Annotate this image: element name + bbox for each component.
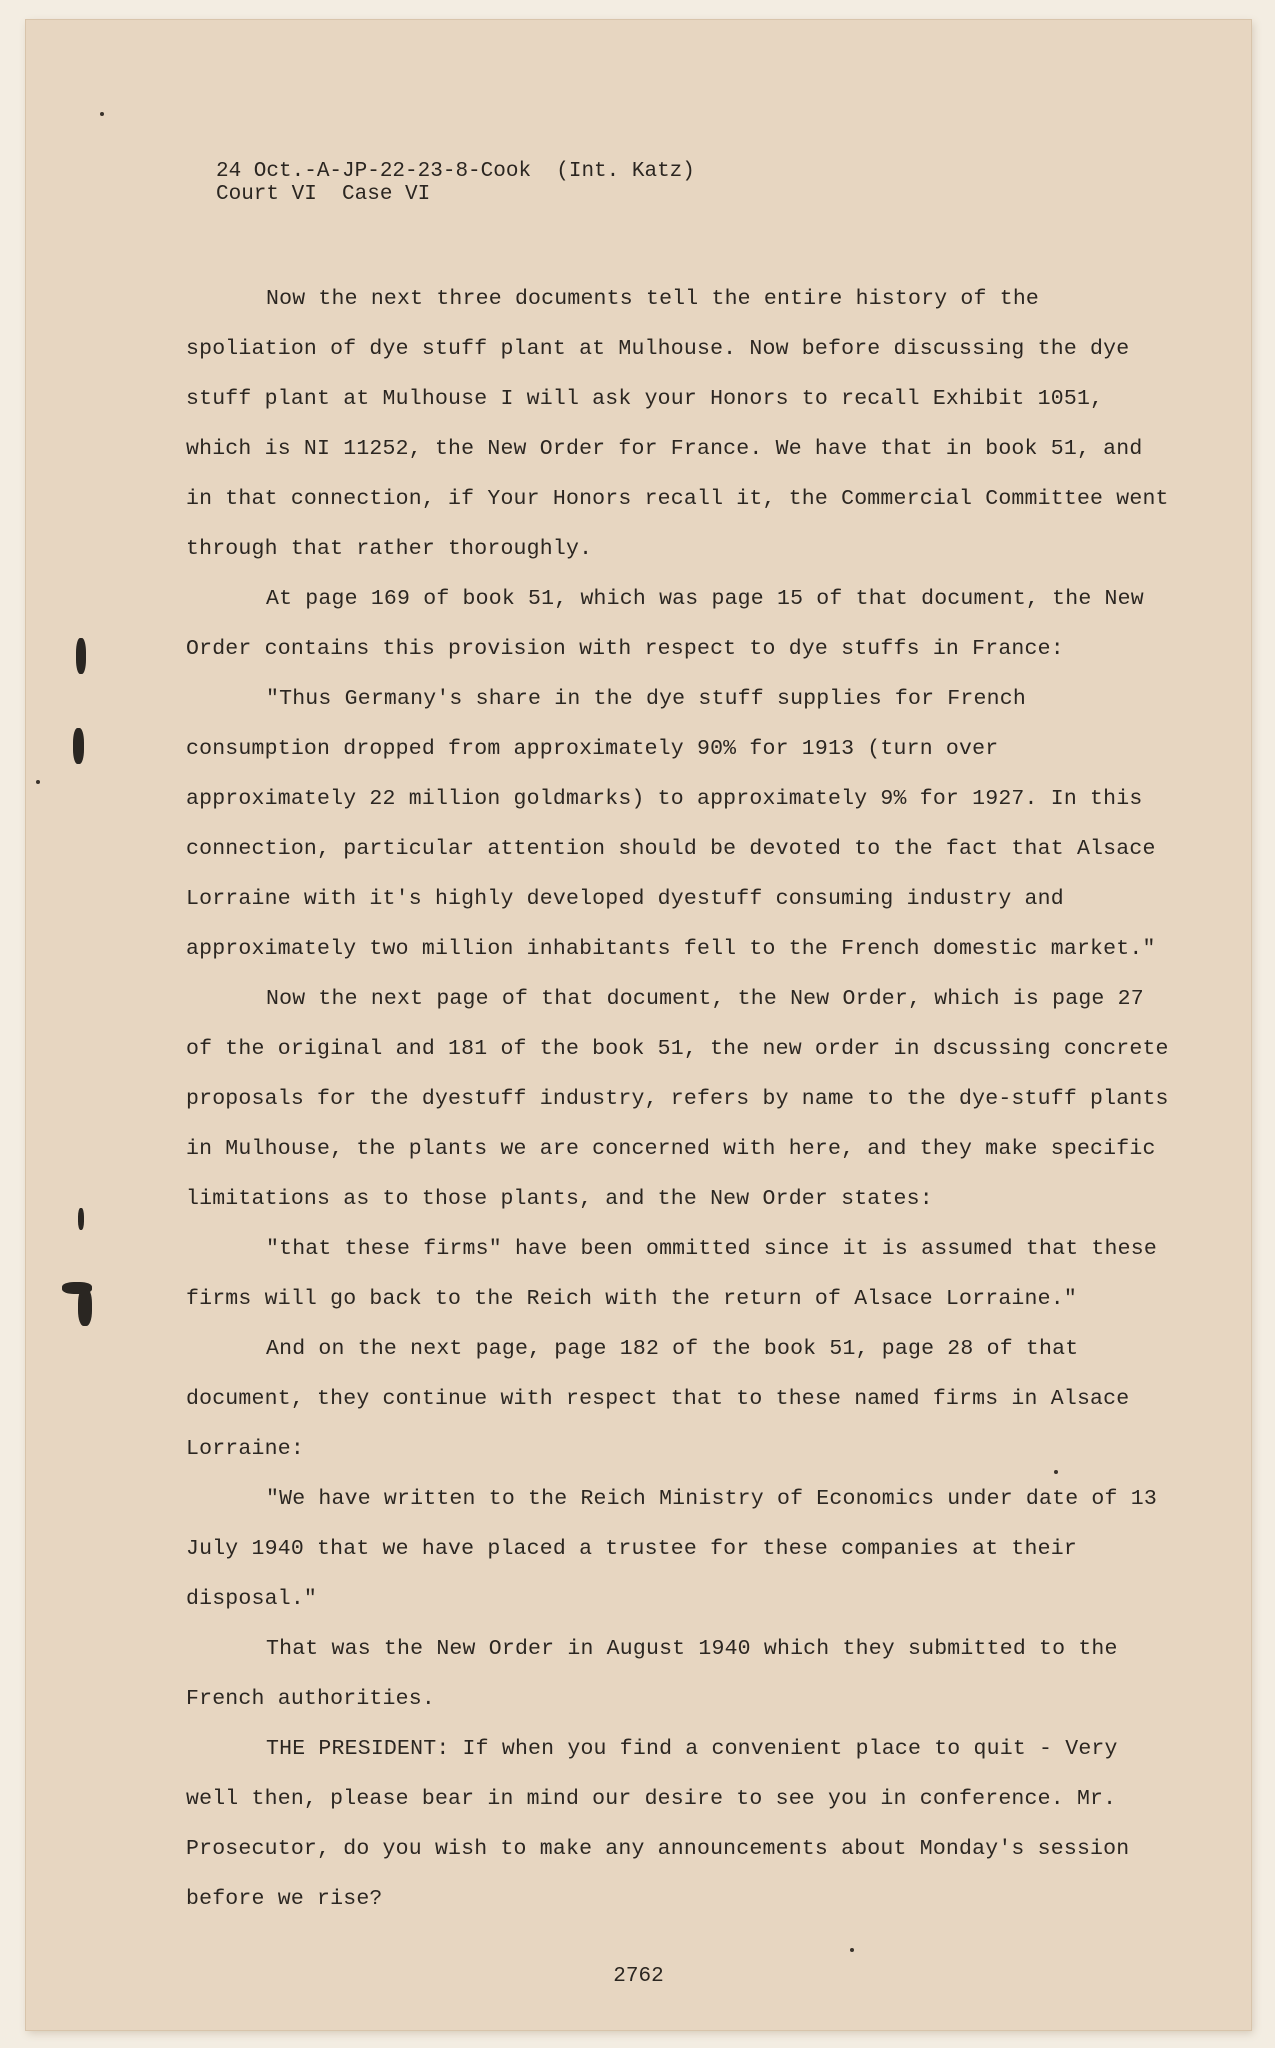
paragraph-spoliation-intro: Now the next three documents tell the entire history of the spoliation of dye stuff plant at Mulhouse. Now before discussing the dye stuff plant at Mulhouse I will ask your Honors to recall Exhibit 1051, which is NI 11252, the New Order for France. We have that in book 51, and in that connection, if Your Honors recall it, the Commercial Committee went through that rather thoroughly.	[186, 287, 1169, 561]
binding-mark	[78, 1208, 84, 1230]
header-reference-line: 24 Oct.-A-JP-22-23-8-Cook (Int. Katz)	[216, 160, 695, 183]
paragraph-germany-share-quote: "Thus Germany's share in the dye stuff supplies for French consumption dropped from approximately 90% for 1913 (turn over approximately 22 million goldmarks) to approximately 9% for 1927. In this connection, particular attention should be devoted to the fact that Alsace Lorraine with it's highly developed dyestuff consuming industry and approximately two million inhabitants fell to the French domestic market."	[186, 687, 1156, 961]
paragraph-president-remark: THE PRESIDENT: If when you find a convenient place to quit - Very well then, please bear in mind our desire to see you in conference. Mr. Prosecutor, do you wish to make any announcements about Monday's session before we rise?	[186, 1737, 1130, 1911]
paragraph-page-27: Now the next page of that document, the New Order, which is page 27 of the original and 181 of the book 51, the new order in dscussing concrete proposals for the dyestuff industry, refers by name to the dye-stuff plants in Mulhouse, the plants we are concerned with here, and they make specific limitations as to those plants, and the New Order states:	[186, 987, 1169, 1211]
paragraph-august-1940: That was the New Order in August 1940 which they submitted to the French authorities.	[186, 1637, 1118, 1711]
page-number: 2762	[613, 1965, 664, 1988]
paragraph-firms-omitted-quote: "that these firms" have been ommitted since it is assumed that these firms will go back to the Reich with the return of Alsace Lorraine."	[186, 1237, 1157, 1311]
transcript-body	[186, 274, 1176, 1924]
binding-mark	[76, 638, 86, 674]
paper-speck	[1054, 1470, 1058, 1474]
paper-speck	[850, 1948, 854, 1952]
header-court-line: Court VI Case VI	[216, 183, 431, 206]
document-header	[216, 160, 695, 206]
paragraph-page-182: And on the next page, page 182 of the book 51, page 28 of that document, they continue with respect that to these named firms in Alsace Lorraine:	[186, 1337, 1130, 1461]
document-page	[26, 20, 1251, 2030]
paragraph-trustee-quote: "We have written to the Reich Ministry of Economics under date of 13 July 1940 that we have placed a trustee for these companies at their disposal."	[186, 1487, 1157, 1611]
binding-mark	[78, 1288, 92, 1326]
paragraph-page-169: At page 169 of book 51, which was page 15 of that document, the New Order contains this provision with respect to dye stuffs in France:	[186, 587, 1144, 661]
paper-speck	[100, 112, 104, 116]
binding-mark	[73, 728, 84, 764]
paper-speck	[36, 780, 40, 784]
